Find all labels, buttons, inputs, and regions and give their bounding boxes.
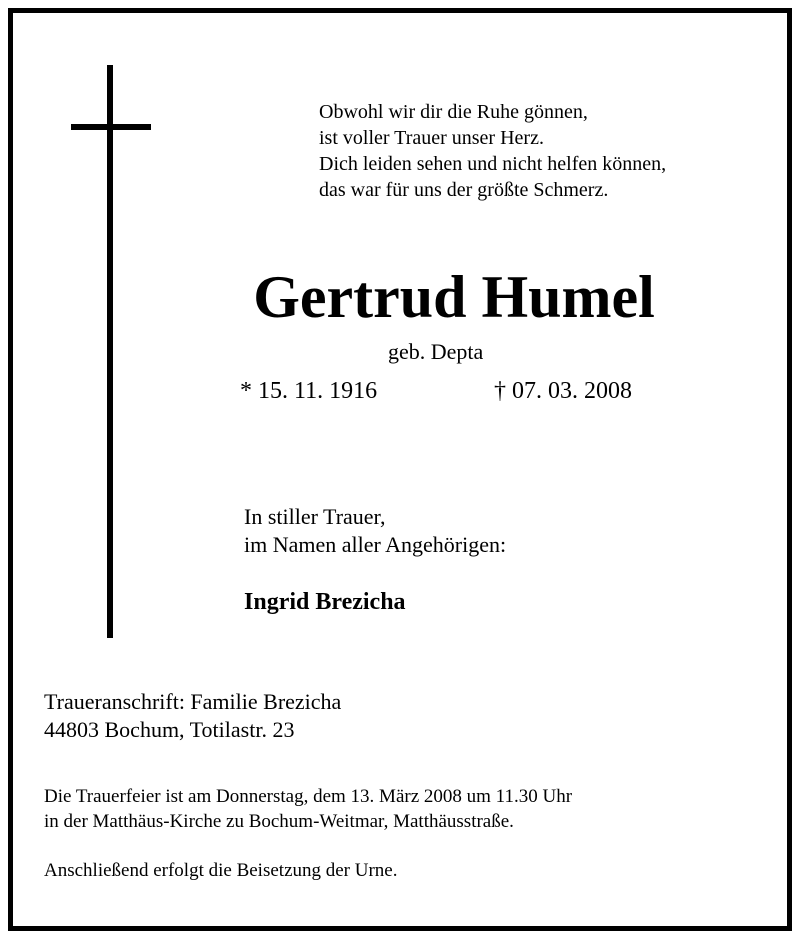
mourning-line: im Namen aller Angehörigen: — [244, 532, 507, 557]
address-line: 44803 Bochum, Totilastr. 23 — [44, 717, 295, 742]
maiden-name: geb. Depta — [388, 339, 484, 364]
signer-name: Ingrid Brezicha — [244, 589, 406, 615]
poem-line: ist voller Trauer unser Herz. — [319, 127, 544, 149]
ceremony-line: in der Matthäus-Kirche zu Bochum-Weitmar, Matthäusstraße. — [44, 811, 514, 832]
cross-icon — [107, 65, 113, 638]
ceremony-info — [44, 784, 572, 834]
deceased-name: Gertrud Humel — [253, 264, 655, 330]
cross-icon-bar — [71, 124, 151, 130]
poem-line: Dich leiden sehen und nicht helfen können, — [319, 153, 667, 175]
mourning-line: In stiller Trauer, — [244, 504, 386, 529]
mourning-address — [44, 688, 341, 744]
death-date: † 07. 03. 2008 — [494, 378, 632, 404]
mourning-text — [244, 503, 506, 559]
poem — [319, 99, 789, 203]
poem-line: das war für uns der größte Schmerz. — [319, 179, 609, 201]
burial-info: Anschließend erfolgt die Beisetzung der Urne. — [44, 860, 398, 881]
birth-date: * 15. 11. 1916 — [240, 378, 378, 404]
address-line: Traueranschrift: Familie Brezicha — [44, 689, 342, 714]
poem-line: Obwohl wir dir die Ruhe gönnen, — [319, 101, 588, 123]
ceremony-line: Die Trauerfeier ist am Donnerstag, dem 13. März 2008 um 11.30 Uhr — [44, 786, 573, 807]
